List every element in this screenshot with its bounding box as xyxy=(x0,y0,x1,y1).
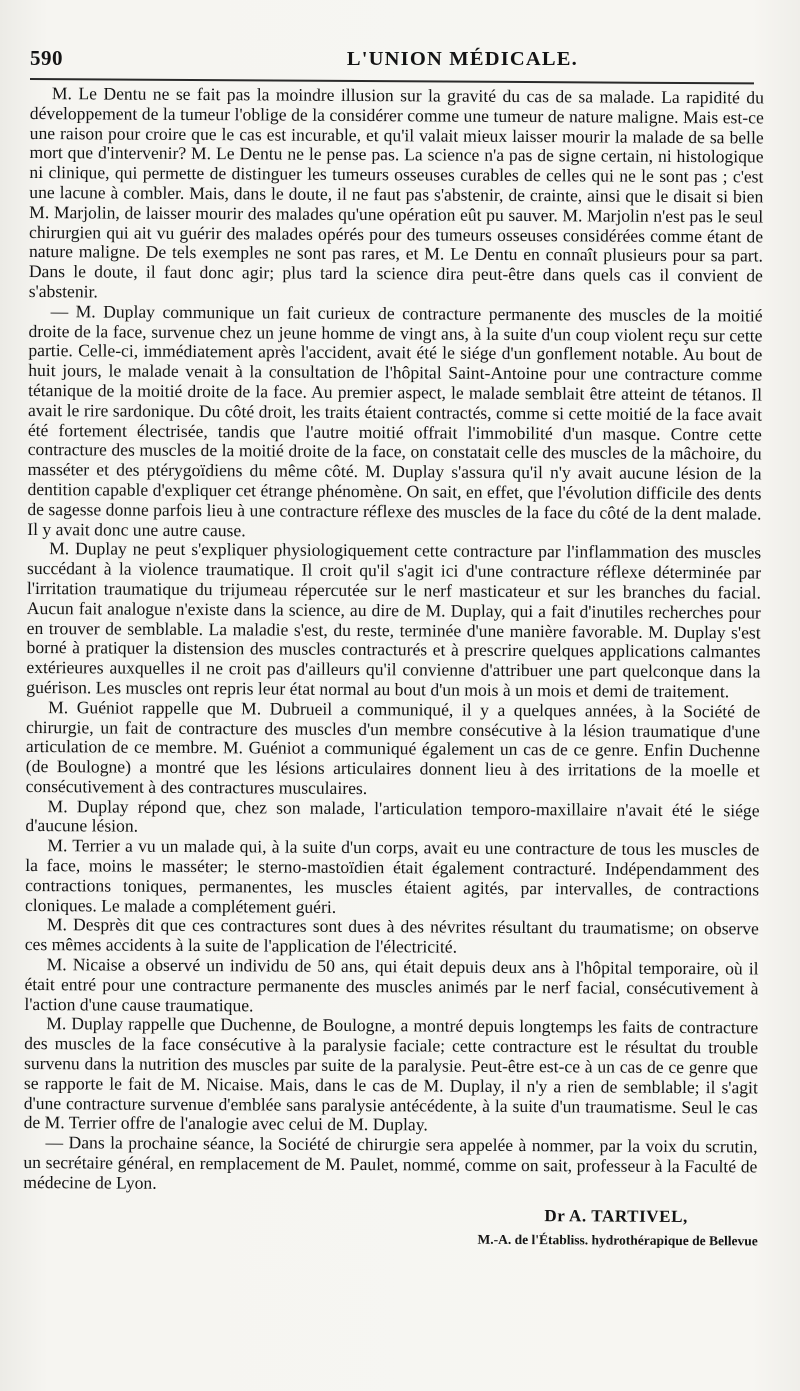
paragraph-despres: M. Desprès dit que ces contractures sont dues à des névrites résultant du traumatisme; on observe ces mêmes accidents à la suite de l'application de l'électricité. xyxy=(24,914,759,957)
paragraph-le-dentu: M. Le Dentu ne se fait pas la moindre illusion sur la gravité du cas de sa malade. La rapidité du développement de la tumeur l'oblige de la considérer comme une tumeur de nature maligne. Mais est-ce une raison pour croire que le cas est incurable, et qu'il valait mieux laisser mourir la malade de sa belle mort que d'intervenir? M. Le Dentu ne le pense pas. La science n'a pas de signe certain, ni histologique ni clinique, qui permette de distinguer les tumeurs osseuses curables de celles qui ne le sont pas ; c'est une lacune à combler. Mais, dans le doute, il ne faut pas s'abstenir, de crainte, ainsi que le disait si bien M. Marjolin, de laisser mourir des malades qu'une opération eût pu sauver. M. Marjolin n'est pas le seul chirurgien qui ait vu guérir des malades opérés pour des tumeurs osseuses considérées comme étant de nature maligne. De tels exemples ne sont pas rares, et M. Le Dentu en connaît plusieurs pour sa part. Dans le doute, il faut donc agir; plus tard la science dira peut-être dans quels cas il convient de s'abstenir. xyxy=(28,83,764,302)
article-body xyxy=(23,84,764,1197)
signature-block xyxy=(30,1203,758,1249)
paragraph-duplay-communique: — M. Duplay communique un fait curieux de contracture permanente des muscles de la moitié droite de la face, survenue chez un jeune homme de vingt ans, à la suite d'un coup violent reçu sur cette partie. Celle-ci, immédiatement après l'accident, avait été le siége d'un gonflement notable. Au bout de huit jours, le malade venait à la consultation de l'hôpital Saint-Antoine pour une contracture comme tétanique de la moitié droite de la face. Au premier aspect, le malade semblait être atteint de tétanos. Il avait le rire sardonique. Du côté droit, les traits étaient contractés, comme si cette moitié de la face avait été fortement électrisée, tandis que l'autre moitié offrait l'immobilité d'un masque. Contre cette contracture des muscles de la moitié droite de la face, on constatait celle des muscles de la mâchoire, du masséter et des ptérygoïdiens du même côté. M. Duplay s'assura qu'il n'y avait aucune lésion de la dentition capable d'expliquer cet étrange phénomène. On sait, en effet, que l'évolution difficile des dents de sagesse donne parfois lieu à une contracture réflexe des muscles de la face du côté de la dent malade. Il y avait donc une autre cause. xyxy=(27,300,763,540)
paragraph-duplay-repond: M. Duplay répond que, chez son malade, l'articulation temporo-maxillaire n'avait été le siége d'aucune lésion. xyxy=(25,795,760,837)
page-header xyxy=(30,46,758,72)
page-number: 590 xyxy=(30,46,63,70)
paragraph-duplay-rappelle: M. Duplay rappelle que Duchenne, de Boulogne, a montré depuis longtemps les faits de contracture des muscles de la face consécutive à la paralysie faciale; cette contracture est le résultat du trouble survenu dans la nutrition des muscles par suite de la paralysie. Peut-être est-ce à un cas de ce genre que se rapporte le fait de M. Nicaise. Mais, dans le cas de M. Duplay, il n'y a rien de semblable; il s'agit d'une contracture survenue d'emblée sans paralysie antécédente, à la suite d'un traumatisme. Seul le cas de M. Terrier offre de l'analogie avec celui de M. Duplay. xyxy=(23,1013,759,1135)
paragraph-duplay-explication: M. Duplay ne peut s'expliquer physiologiquement cette contracture par l'inflammation des muscles succédant à la violence traumatique. Il croit qu'il s'agit ici d'une contracture réflexe déterminée par l'irritation traumatique du trijumeau répercutée sur le nerf masticateur et sur les branches du facial. Aucun fait analogue n'existe dans la science, au dire de M. Duplay, qui a fait d'inutiles recherches pour en trouver de semblable. La maladie s'est, du reste, terminée d'une manière favorable. M. Duplay s'est borné à pratiquer la distension des muscles contracturés et à prescrire quelques applications calmantes extérieures auxquelles il ne croit pas d'ailleurs qu'il convienne d'attribuer une part quelconque dans la guérison. Les muscles ont repris leur état normal au bout d'un mois à un mois et demi de traitement. xyxy=(26,538,762,702)
paragraph-prochaine-seance: — Dans la prochaine séance, la Société de chirurgie sera appelée à nommer, par la voix du scrutin, un secrétaire général, en remplacement de M. Paulet, nommé, comme on sait, professeur à la Faculté de médecine de Lyon. xyxy=(23,1132,758,1193)
author-affiliation: M.-A. de l'Établiss. hydrothérapique de Bellevue xyxy=(477,1231,758,1249)
journal-title: L'UNION MÉDICALE. xyxy=(346,48,578,70)
paragraph-nicaise: M. Nicaise a observé un individu de 50 ans, qui était depuis deux ans à l'hôpital temporaire, où il était entré pour une contracture permanente des muscles animés par le nerf facial, consécutivement à l'action d'une cause traumatique. xyxy=(24,954,759,1016)
paragraph-terrier: M. Terrier a vu un malade qui, à la suite d'un corps, avait eu une contracture de tous les muscles de la face, moins le masséter; le sterno-mastoïdien était également contracturé. Indépendamment des contractions toniques, permanentes, les muscles étaient agités, par intervalles, de contractions cloniques. Le malade a complétement guéri. xyxy=(24,835,760,917)
paragraph-gueniot: M. Guéniot rappelle que M. Dubrueil a communiqué, il y a quelques années, à la Société de chirurgie, un fait de contracture des muscles d'un membre consécutive à la lésion traumatique d'une articulation de ce membre. M. Guéniot a communiqué également un cas de ce genre. Enfin Duchenne (de Boulogne) a montré que les lésions articulaires donnent lieu à des irritations de la moelle et consécutivement à des contractures musculaires. xyxy=(25,696,761,798)
author-signature: Dr A. TARTIVEL, xyxy=(544,1205,688,1226)
